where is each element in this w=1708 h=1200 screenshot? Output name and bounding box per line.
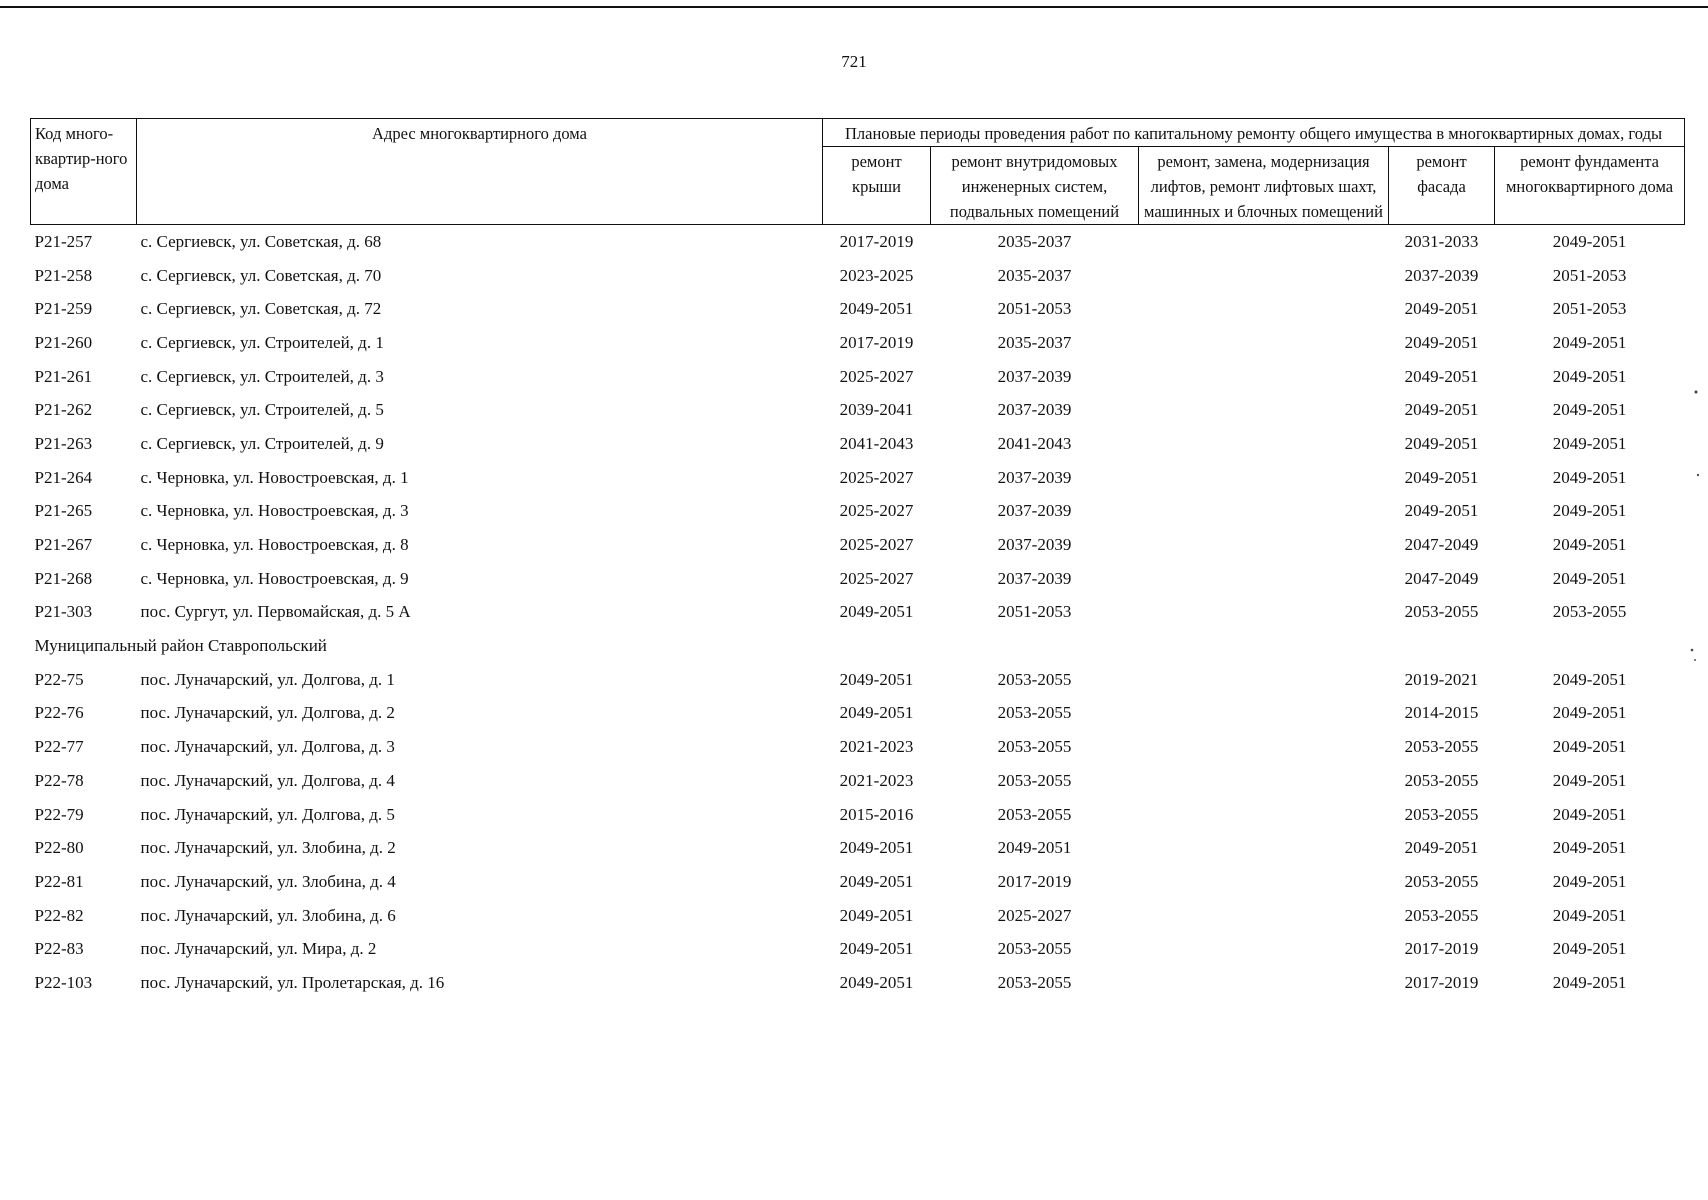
- header-facade: ремонт фасада: [1389, 147, 1495, 225]
- cell-address: с. Черновка, ул. Новостроевская, д. 9: [140, 568, 409, 588]
- header-engineering: ремонт внутридомовых инженерных систем, подвальных помещений: [931, 147, 1139, 225]
- cell-address: с. Черновка, ул. Новостроевская, д. 1: [140, 467, 409, 487]
- table-row: [31, 528, 1685, 562]
- cell-roof: 2049-2051: [839, 838, 914, 858]
- cell-elevators: [1139, 360, 1389, 394]
- header-elevators: ремонт, замена, модернизация лифтов, ремонт лифтовых шахт, машинных и блочных помещений: [1139, 147, 1389, 225]
- cell-roof: 2049-2051: [839, 905, 914, 925]
- cell-address: пос. Луначарский, ул. Долгова, д. 5: [140, 804, 395, 824]
- header-code: Код много-квартир-ного дома: [31, 119, 137, 225]
- header-address: Адрес многоквартирного дома: [137, 119, 823, 225]
- table-row: [31, 326, 1685, 360]
- cell-facade: 2049-2051: [1404, 400, 1479, 420]
- cell-facade: 2049-2051: [1404, 467, 1479, 487]
- table-row: [31, 697, 1685, 731]
- cell-facade: 2053-2055: [1404, 770, 1479, 790]
- cell-engineering: 2053-2055: [997, 669, 1072, 689]
- cell-address: с. Сергиевск, ул. Строителей, д. 9: [140, 433, 384, 453]
- cell-roof: 2049-2051: [839, 299, 914, 319]
- cell-address: с. Сергиевск, ул. Советская, д. 72: [140, 299, 382, 319]
- cell-facade: 2017-2019: [1404, 972, 1479, 992]
- cell-engineering: 2035-2037: [997, 332, 1072, 352]
- cell-facade: 2049-2051: [1404, 838, 1479, 858]
- cell-engineering: 2035-2037: [997, 231, 1072, 251]
- cell-roof: 2049-2051: [839, 972, 914, 992]
- cell-elevators: [1139, 326, 1389, 360]
- cell-roof: 2025-2027: [839, 568, 914, 588]
- cell-elevators: [1139, 528, 1389, 562]
- cell-engineering: 2051-2053: [997, 602, 1072, 622]
- cell-facade: 2053-2055: [1404, 602, 1479, 622]
- cell-elevators: [1139, 730, 1389, 764]
- table-row: [31, 596, 1685, 630]
- cell-facade: 2019-2021: [1404, 669, 1479, 689]
- cell-foundation: 2049-2051: [1552, 871, 1627, 891]
- cell-roof: 2025-2027: [839, 535, 914, 555]
- table-row: [31, 730, 1685, 764]
- cell-elevators: [1139, 831, 1389, 865]
- cell-code: Р22-79: [34, 804, 84, 824]
- cell-foundation: 2049-2051: [1552, 400, 1627, 420]
- cell-roof: 2041-2043: [839, 433, 914, 453]
- cell-foundation: 2049-2051: [1552, 467, 1627, 487]
- cell-engineering: 2049-2051: [997, 838, 1072, 858]
- cell-foundation: 2049-2051: [1552, 501, 1627, 521]
- cell-roof: 2023-2025: [839, 265, 914, 285]
- cell-facade: 2031-2033: [1404, 231, 1479, 251]
- cell-roof: 2025-2027: [839, 467, 914, 487]
- cell-code: Р22-75: [34, 669, 84, 689]
- table-row: [31, 899, 1685, 933]
- cell-facade: 2047-2049: [1404, 568, 1479, 588]
- cell-elevators: [1139, 899, 1389, 933]
- cell-engineering: 2053-2055: [997, 703, 1072, 723]
- cell-engineering: 2025-2027: [997, 905, 1072, 925]
- cell-code: Р22-80: [34, 838, 84, 858]
- table-row: [31, 865, 1685, 899]
- cell-foundation: 2051-2053: [1552, 265, 1627, 285]
- table-row: [31, 225, 1685, 259]
- cell-address: пос. Луначарский, ул. Пролетарская, д. 16: [140, 972, 445, 992]
- cell-roof: 2049-2051: [839, 703, 914, 723]
- cell-engineering: 2051-2053: [997, 299, 1072, 319]
- table-row: [31, 562, 1685, 596]
- cell-foundation: 2049-2051: [1552, 366, 1627, 386]
- table-row: [31, 292, 1685, 326]
- header-foundation: ремонт фундамента многоквартирного дома: [1495, 147, 1685, 225]
- cell-elevators: [1139, 764, 1389, 798]
- cell-facade: 2053-2055: [1404, 905, 1479, 925]
- cell-address: пос. Луначарский, ул. Долгова, д. 4: [140, 770, 395, 790]
- cell-elevators: [1139, 259, 1389, 293]
- cell-address: пос. Луначарский, ул. Злобина, д. 6: [140, 905, 396, 925]
- cell-code: Р21-261: [34, 366, 93, 386]
- cell-code: Р22-76: [34, 703, 84, 723]
- cell-address: пос. Луначарский, ул. Злобина, д. 4: [140, 871, 396, 891]
- cell-foundation: 2049-2051: [1552, 737, 1627, 757]
- cell-address: с. Черновка, ул. Новостроевская, д. 3: [140, 501, 409, 521]
- cell-engineering: 2053-2055: [997, 939, 1072, 959]
- cell-facade: 2053-2055: [1404, 871, 1479, 891]
- table-row: [31, 427, 1685, 461]
- cell-address: пос. Луначарский, ул. Долгова, д. 1: [140, 669, 395, 689]
- cell-foundation: 2049-2051: [1552, 669, 1627, 689]
- section-title: Муниципальный район Ставропольский: [34, 636, 327, 656]
- cell-code: Р22-78: [34, 770, 84, 790]
- cell-roof: 2017-2019: [839, 231, 914, 251]
- cell-engineering: 2053-2055: [997, 770, 1072, 790]
- cell-roof: 2039-2041: [839, 400, 914, 420]
- cell-foundation: 2049-2051: [1552, 433, 1627, 453]
- cell-facade: 2049-2051: [1404, 501, 1479, 521]
- cell-engineering: 2053-2055: [997, 972, 1072, 992]
- cell-engineering: 2053-2055: [997, 804, 1072, 824]
- table-row: [31, 932, 1685, 966]
- table-row: [31, 831, 1685, 865]
- cell-address: пос. Луначарский, ул. Мира, д. 2: [140, 939, 377, 959]
- cell-code: Р21-263: [34, 433, 93, 453]
- cell-elevators: [1139, 932, 1389, 966]
- cell-foundation: 2049-2051: [1552, 535, 1627, 555]
- cell-foundation: 2049-2051: [1552, 838, 1627, 858]
- cell-elevators: [1139, 663, 1389, 697]
- cell-engineering: 2035-2037: [997, 265, 1072, 285]
- page-number: 721: [841, 52, 867, 71]
- table-row: [31, 393, 1685, 427]
- cell-roof: 2015-2016: [839, 804, 914, 824]
- cell-foundation: 2049-2051: [1552, 332, 1627, 352]
- cell-code: Р21-257: [34, 231, 93, 251]
- cell-elevators: [1139, 596, 1389, 630]
- cell-address: с. Сергиевск, ул. Советская, д. 68: [140, 231, 382, 251]
- cell-facade: 2049-2051: [1404, 366, 1479, 386]
- table-row: [31, 461, 1685, 495]
- cell-roof: 2025-2027: [839, 501, 914, 521]
- cell-address: с. Сергиевск, ул. Строителей, д. 3: [140, 366, 384, 386]
- cell-code: Р21-264: [34, 467, 93, 487]
- cell-roof: 2049-2051: [839, 602, 914, 622]
- cell-code: Р21-258: [34, 265, 93, 285]
- table-body: [31, 225, 1685, 1000]
- cell-facade: 2014-2015: [1404, 703, 1479, 723]
- cell-facade: 2049-2051: [1404, 299, 1479, 319]
- cell-elevators: [1139, 495, 1389, 529]
- cell-code: Р21-265: [34, 501, 93, 521]
- table-row: [31, 798, 1685, 832]
- table-row: [31, 259, 1685, 293]
- cell-elevators: [1139, 966, 1389, 1000]
- cell-foundation: 2049-2051: [1552, 804, 1627, 824]
- table-row: [31, 966, 1685, 1000]
- table-header: [31, 119, 1685, 225]
- table-row: [31, 764, 1685, 798]
- cell-address: с. Черновка, ул. Новостроевская, д. 8: [140, 535, 409, 555]
- cell-foundation: 2049-2051: [1552, 972, 1627, 992]
- cell-roof: 2021-2023: [839, 737, 914, 757]
- cell-code: Р22-103: [34, 972, 93, 992]
- cell-facade: 2037-2039: [1404, 265, 1479, 285]
- section-row: [31, 629, 1685, 663]
- scan-specks: [1668, 380, 1708, 700]
- cell-roof: 2021-2023: [839, 770, 914, 790]
- cell-facade: 2047-2049: [1404, 535, 1479, 555]
- cell-foundation: 2049-2051: [1552, 231, 1627, 251]
- cell-code: Р21-268: [34, 568, 93, 588]
- cell-engineering: 2017-2019: [997, 871, 1072, 891]
- cell-address: пос. Луначарский, ул. Долгова, д. 2: [140, 703, 395, 723]
- cell-roof: 2049-2051: [839, 669, 914, 689]
- cell-roof: 2049-2051: [839, 871, 914, 891]
- cell-elevators: [1139, 461, 1389, 495]
- cell-code: Р22-81: [34, 871, 84, 891]
- cell-engineering: 2037-2039: [997, 366, 1072, 386]
- cell-code: Р22-77: [34, 737, 84, 757]
- cell-address: с. Сергиевск, ул. Строителей, д. 5: [140, 400, 384, 420]
- cell-code: Р21-262: [34, 400, 93, 420]
- cell-foundation: 2049-2051: [1552, 568, 1627, 588]
- cell-engineering: 2037-2039: [997, 568, 1072, 588]
- cell-elevators: [1139, 292, 1389, 326]
- cell-facade: 2049-2051: [1404, 433, 1479, 453]
- cell-facade: 2053-2055: [1404, 804, 1479, 824]
- cell-elevators: [1139, 427, 1389, 461]
- cell-address: с. Сергиевск, ул. Строителей, д. 1: [140, 332, 384, 352]
- cell-roof: 2049-2051: [839, 939, 914, 959]
- cell-elevators: [1139, 697, 1389, 731]
- cell-foundation: 2049-2051: [1552, 905, 1627, 925]
- cell-code: Р21-267: [34, 535, 93, 555]
- cell-facade: 2053-2055: [1404, 737, 1479, 757]
- cell-code: Р22-82: [34, 905, 84, 925]
- cell-foundation: 2049-2051: [1552, 770, 1627, 790]
- cell-elevators: [1139, 562, 1389, 596]
- cell-address: с. Сергиевск, ул. Советская, д. 70: [140, 265, 382, 285]
- cell-code: Р22-83: [34, 939, 84, 959]
- cell-foundation: 2051-2053: [1552, 299, 1627, 319]
- table-row: [31, 360, 1685, 394]
- cell-code: Р21-259: [34, 299, 93, 319]
- cell-address: пос. Сургут, ул. Первомайская, д. 5 А: [140, 602, 411, 622]
- cell-facade: 2017-2019: [1404, 939, 1479, 959]
- cell-code: Р21-303: [34, 602, 93, 622]
- cell-elevators: [1139, 798, 1389, 832]
- cell-address: пос. Луначарский, ул. Долгова, д. 3: [140, 737, 395, 757]
- cell-elevators: [1139, 865, 1389, 899]
- cell-foundation: 2049-2051: [1552, 703, 1627, 723]
- cell-engineering: 2041-2043: [997, 433, 1072, 453]
- cell-engineering: 2053-2055: [997, 737, 1072, 757]
- top-border-line: [0, 0, 1708, 8]
- repair-schedule-table: [30, 118, 1685, 1000]
- cell-facade: 2049-2051: [1404, 332, 1479, 352]
- header-roof: ремонт крыши: [823, 147, 931, 225]
- cell-roof: 2017-2019: [839, 332, 914, 352]
- cell-engineering: 2037-2039: [997, 535, 1072, 555]
- cell-roof: 2025-2027: [839, 366, 914, 386]
- cell-engineering: 2037-2039: [997, 400, 1072, 420]
- cell-code: Р21-260: [34, 332, 93, 352]
- cell-address: пос. Луначарский, ул. Злобина, д. 2: [140, 838, 396, 858]
- table-row: [31, 663, 1685, 697]
- cell-foundation: 2049-2051: [1552, 939, 1627, 959]
- cell-foundation: 2053-2055: [1552, 602, 1627, 622]
- cell-engineering: 2037-2039: [997, 467, 1072, 487]
- header-periods-group: Плановые периоды проведения работ по капитальному ремонту общего имущества в многоквартирных домах, годы: [823, 119, 1685, 147]
- table-row: [31, 495, 1685, 529]
- cell-elevators: [1139, 225, 1389, 259]
- cell-elevators: [1139, 393, 1389, 427]
- cell-engineering: 2037-2039: [997, 501, 1072, 521]
